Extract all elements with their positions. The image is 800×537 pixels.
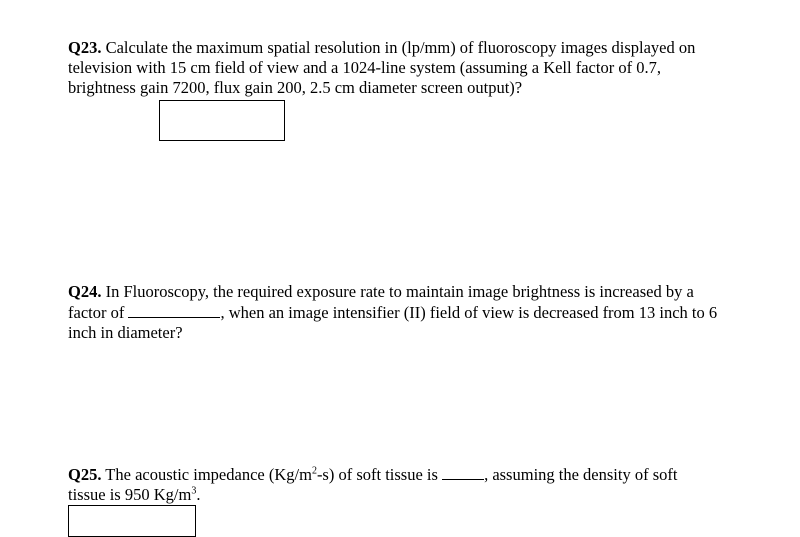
question-25-line-1 <box>68 464 768 485</box>
question-25-text-2b: . <box>196 485 201 504</box>
answer-box-q25[interactable] <box>68 505 196 537</box>
question-23-number: Q23. <box>68 38 102 57</box>
question-24-line-3: inch in diameter? <box>68 323 183 342</box>
superscript-2: 2 <box>311 465 317 477</box>
question-25-number: Q25. <box>68 465 102 484</box>
question-24-text-2a: factor of <box>68 303 129 322</box>
question-25-text-2a: tissue is 950 Kg/m <box>68 485 192 504</box>
question-23-line-1 <box>68 38 768 58</box>
question-25-text-1c: , assuming the density of soft <box>484 465 678 484</box>
question-24-line-2 <box>68 302 768 323</box>
superscript-3: 3 <box>191 485 197 497</box>
question-24-text-2b: , when an image intensifier (II) field of view is decreased from 13 inch to 6 <box>220 303 718 322</box>
question-25-text-1b: -s) of soft tissue is <box>316 465 443 484</box>
question-25-text-1a: The acoustic impedance (Kg/m <box>101 465 312 484</box>
question-24-line-1 <box>68 282 768 302</box>
question-25-line-2 <box>68 485 768 505</box>
question-23 <box>68 38 768 98</box>
answer-blank-q25[interactable] <box>442 464 484 480</box>
question-24 <box>68 282 768 343</box>
question-23-line-2: television with 15 cm field of view and a 1024-line system (assuming a Kell factor of 0.7, <box>68 58 661 77</box>
question-24-number: Q24. <box>68 282 102 301</box>
question-25 <box>68 464 768 505</box>
question-24-text-1: In Fluoroscopy, the required exposure rate to maintain image brightness is increased by a <box>101 282 694 301</box>
answer-box-q23[interactable] <box>159 100 285 141</box>
question-23-line-3: brightness gain 7200, flux gain 200, 2.5 cm diameter screen output)? <box>68 78 523 97</box>
question-23-text-1: Calculate the maximum spatial resolution in (lp/mm) of fluoroscopy images displayed on <box>101 38 696 57</box>
answer-blank-q24[interactable] <box>128 302 220 318</box>
